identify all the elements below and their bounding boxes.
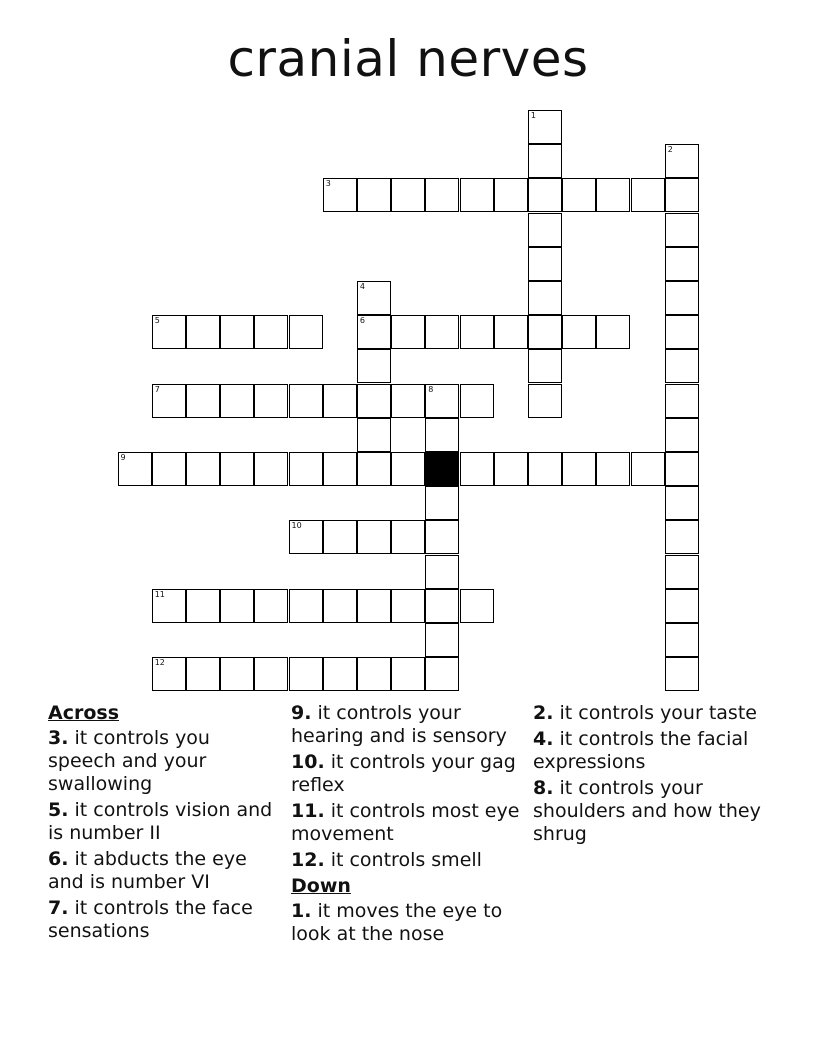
- clue-text: it controls your hearing and is sensory: [291, 702, 507, 747]
- grid-cell[interactable]: [665, 555, 699, 589]
- grid-cell[interactable]: [596, 315, 630, 349]
- grid-cell[interactable]: [152, 657, 186, 691]
- grid-cell[interactable]: [254, 315, 288, 349]
- grid-cell[interactable]: [425, 418, 459, 452]
- grid-cell[interactable]: [494, 315, 528, 349]
- across-heading: Across: [48, 702, 120, 724]
- grid-cell[interactable]: [357, 281, 391, 315]
- grid-cell[interactable]: [220, 315, 254, 349]
- grid-cell[interactable]: [528, 247, 562, 281]
- grid-cell[interactable]: [425, 657, 459, 691]
- grid-cell[interactable]: [460, 589, 494, 623]
- grid-cell[interactable]: [391, 384, 425, 418]
- clue-across-5: [48, 799, 278, 845]
- grid-cell[interactable]: [425, 555, 459, 589]
- clue-number: 11.: [291, 800, 325, 822]
- grid-cell[interactable]: [528, 384, 562, 418]
- grid-cell[interactable]: [186, 657, 220, 691]
- cell-number: 4: [359, 282, 365, 291]
- grid-cell[interactable]: [357, 657, 391, 691]
- grid-cell[interactable]: [596, 178, 630, 212]
- grid-cell[interactable]: [289, 315, 323, 349]
- clue-text: it controls most eye movement: [291, 800, 520, 845]
- grid-cell[interactable]: [186, 452, 220, 486]
- grid-cell[interactable]: [562, 315, 596, 349]
- grid-cell[interactable]: [254, 384, 288, 418]
- grid-cell[interactable]: [220, 589, 254, 623]
- cell-number: 11: [154, 589, 165, 599]
- cell-number: 10: [291, 521, 302, 531]
- grid-cell[interactable]: [425, 315, 459, 349]
- grid-cell[interactable]: [254, 452, 288, 486]
- clue-across-9: [291, 702, 527, 748]
- clue-across-10: [291, 751, 527, 797]
- grid-cell[interactable]: [220, 384, 254, 418]
- grid-cell[interactable]: [528, 110, 562, 144]
- grid-cell[interactable]: [665, 281, 699, 315]
- clue-across-12: [291, 849, 527, 872]
- grid-cell[interactable]: [357, 520, 391, 554]
- grid-cell[interactable]: [152, 384, 186, 418]
- grid-cell[interactable]: [665, 418, 699, 452]
- grid-cell[interactable]: [289, 589, 323, 623]
- page-title: cranial nerves: [227, 30, 589, 88]
- clue-number: 8.: [533, 777, 554, 799]
- grid-cell[interactable]: [323, 178, 357, 212]
- clue-text: it controls the face sensations: [48, 897, 253, 942]
- grid-cell[interactable]: [665, 589, 699, 623]
- cell-number: 6: [359, 316, 365, 326]
- grid-cell[interactable]: [323, 384, 357, 418]
- clue-text: it controls your shoulders and how they shrug: [533, 777, 761, 845]
- grid-cell[interactable]: [665, 520, 699, 554]
- grid-cell[interactable]: [357, 178, 391, 212]
- clue-number: 3.: [48, 727, 69, 749]
- grid-cell[interactable]: [118, 452, 152, 486]
- grid-cell[interactable]: [425, 623, 459, 657]
- grid-cell[interactable]: [186, 384, 220, 418]
- clue-text: it controls vision and is number II: [48, 799, 273, 844]
- cell-number: 9: [120, 453, 126, 462]
- grid-cell[interactable]: [494, 452, 528, 486]
- grid-cell[interactable]: [152, 589, 186, 623]
- cell-number: 1: [530, 111, 536, 120]
- grid-cell[interactable]: [528, 349, 562, 383]
- grid-cell[interactable]: [665, 384, 699, 418]
- grid-cell[interactable]: [665, 213, 699, 247]
- grid-cell[interactable]: [391, 589, 425, 623]
- clue-down-4: [533, 728, 763, 774]
- grid-cell[interactable]: [357, 418, 391, 452]
- grid-cell[interactable]: [425, 486, 459, 520]
- grid-cell[interactable]: [631, 452, 665, 486]
- clue-column-2: [291, 702, 527, 949]
- grid-cell[interactable]: [460, 178, 494, 212]
- grid-cell[interactable]: [289, 452, 323, 486]
- grid-cell[interactable]: [220, 657, 254, 691]
- cell-number: 3: [325, 179, 331, 189]
- grid-cell[interactable]: [357, 349, 391, 383]
- clue-column-1: [48, 702, 278, 946]
- grid-cell[interactable]: [186, 589, 220, 623]
- grid-cell[interactable]: [289, 384, 323, 418]
- grid-cell[interactable]: [460, 452, 494, 486]
- grid-cell[interactable]: [528, 213, 562, 247]
- clue-number: 1.: [291, 900, 312, 922]
- clue-text: it controls you speech and your swallowing: [48, 727, 210, 795]
- grid-cell[interactable]: [391, 178, 425, 212]
- grid-cell[interactable]: [528, 452, 562, 486]
- clue-across-11: [291, 800, 527, 846]
- clue-number: 10.: [291, 751, 325, 773]
- black-cell: [425, 452, 459, 486]
- grid-cell[interactable]: [357, 384, 391, 418]
- clue-column-3: [533, 702, 763, 849]
- grid-cell[interactable]: [152, 452, 186, 486]
- grid-cell[interactable]: [323, 452, 357, 486]
- grid-cell[interactable]: [289, 520, 323, 554]
- grid-cell[interactable]: [460, 384, 494, 418]
- grid-cell[interactable]: [665, 452, 699, 486]
- clue-down-8: [533, 777, 763, 846]
- clue-down-1: [291, 900, 527, 946]
- grid-cell[interactable]: [254, 657, 288, 691]
- grid-cell[interactable]: [665, 178, 699, 212]
- clue-down-2: [533, 702, 763, 725]
- grid-cell[interactable]: [186, 315, 220, 349]
- grid-cell[interactable]: [631, 178, 665, 212]
- grid-cell[interactable]: [323, 520, 357, 554]
- down-heading: Down: [291, 875, 351, 897]
- grid-cell[interactable]: [665, 247, 699, 281]
- grid-cell[interactable]: [425, 520, 459, 554]
- clue-number: 4.: [533, 728, 554, 750]
- grid-cell[interactable]: [494, 178, 528, 212]
- clue-across-6: [48, 848, 278, 894]
- cell-number: 2: [667, 145, 673, 155]
- cell-number: 5: [154, 316, 160, 326]
- grid-cell[interactable]: [323, 589, 357, 623]
- grid-cell[interactable]: [357, 589, 391, 623]
- clue-number: 2.: [533, 702, 554, 724]
- grid-cell[interactable]: [528, 144, 562, 178]
- grid-cell[interactable]: [665, 315, 699, 349]
- grid-cell[interactable]: [357, 315, 391, 349]
- grid-cell[interactable]: [391, 452, 425, 486]
- clue-text: it controls the facial expressions: [533, 728, 749, 773]
- grid-cell[interactable]: [425, 384, 459, 418]
- grid-cell[interactable]: [596, 452, 630, 486]
- grid-cell[interactable]: [425, 178, 459, 212]
- grid-cell[interactable]: [665, 349, 699, 383]
- cell-number: 7: [154, 384, 160, 394]
- grid-cell[interactable]: [665, 623, 699, 657]
- clue-across-7: [48, 897, 278, 943]
- grid-cell[interactable]: [357, 452, 391, 486]
- grid-cell[interactable]: [254, 589, 288, 623]
- grid-cell[interactable]: [562, 178, 596, 212]
- grid-cell[interactable]: [528, 281, 562, 315]
- clue-across-3: [48, 727, 278, 796]
- grid-cell[interactable]: [152, 315, 186, 349]
- cell-number: 8: [428, 384, 434, 394]
- grid-cell[interactable]: [562, 452, 596, 486]
- clue-number: 6.: [48, 848, 69, 870]
- grid-cell[interactable]: [289, 657, 323, 691]
- grid-cell[interactable]: [391, 520, 425, 554]
- clue-number: 7.: [48, 897, 69, 919]
- grid-cell[interactable]: [665, 486, 699, 520]
- grid-cell[interactable]: [391, 657, 425, 691]
- clue-text: it controls your gag reflex: [291, 751, 516, 796]
- clue-text: it abducts the eye and is number VI: [48, 848, 247, 893]
- grid-cell[interactable]: [391, 315, 425, 349]
- clue-number: 12.: [291, 849, 325, 871]
- grid-cell[interactable]: [220, 452, 254, 486]
- clue-text: it controls smell: [330, 849, 482, 871]
- grid-cell[interactable]: [323, 657, 357, 691]
- clue-number: 9.: [291, 702, 312, 724]
- clue-text: it moves the eye to look at the nose: [291, 900, 503, 945]
- grid-cell[interactable]: [665, 144, 699, 178]
- clue-text: it controls your taste: [559, 702, 757, 724]
- clue-number: 5.: [48, 799, 69, 821]
- grid-cell[interactable]: [425, 589, 459, 623]
- grid-cell[interactable]: [528, 178, 562, 212]
- grid-cell[interactable]: [528, 315, 562, 349]
- grid-cell[interactable]: [460, 315, 494, 349]
- cell-number: 12: [154, 658, 165, 668]
- grid-cell[interactable]: [665, 657, 699, 691]
